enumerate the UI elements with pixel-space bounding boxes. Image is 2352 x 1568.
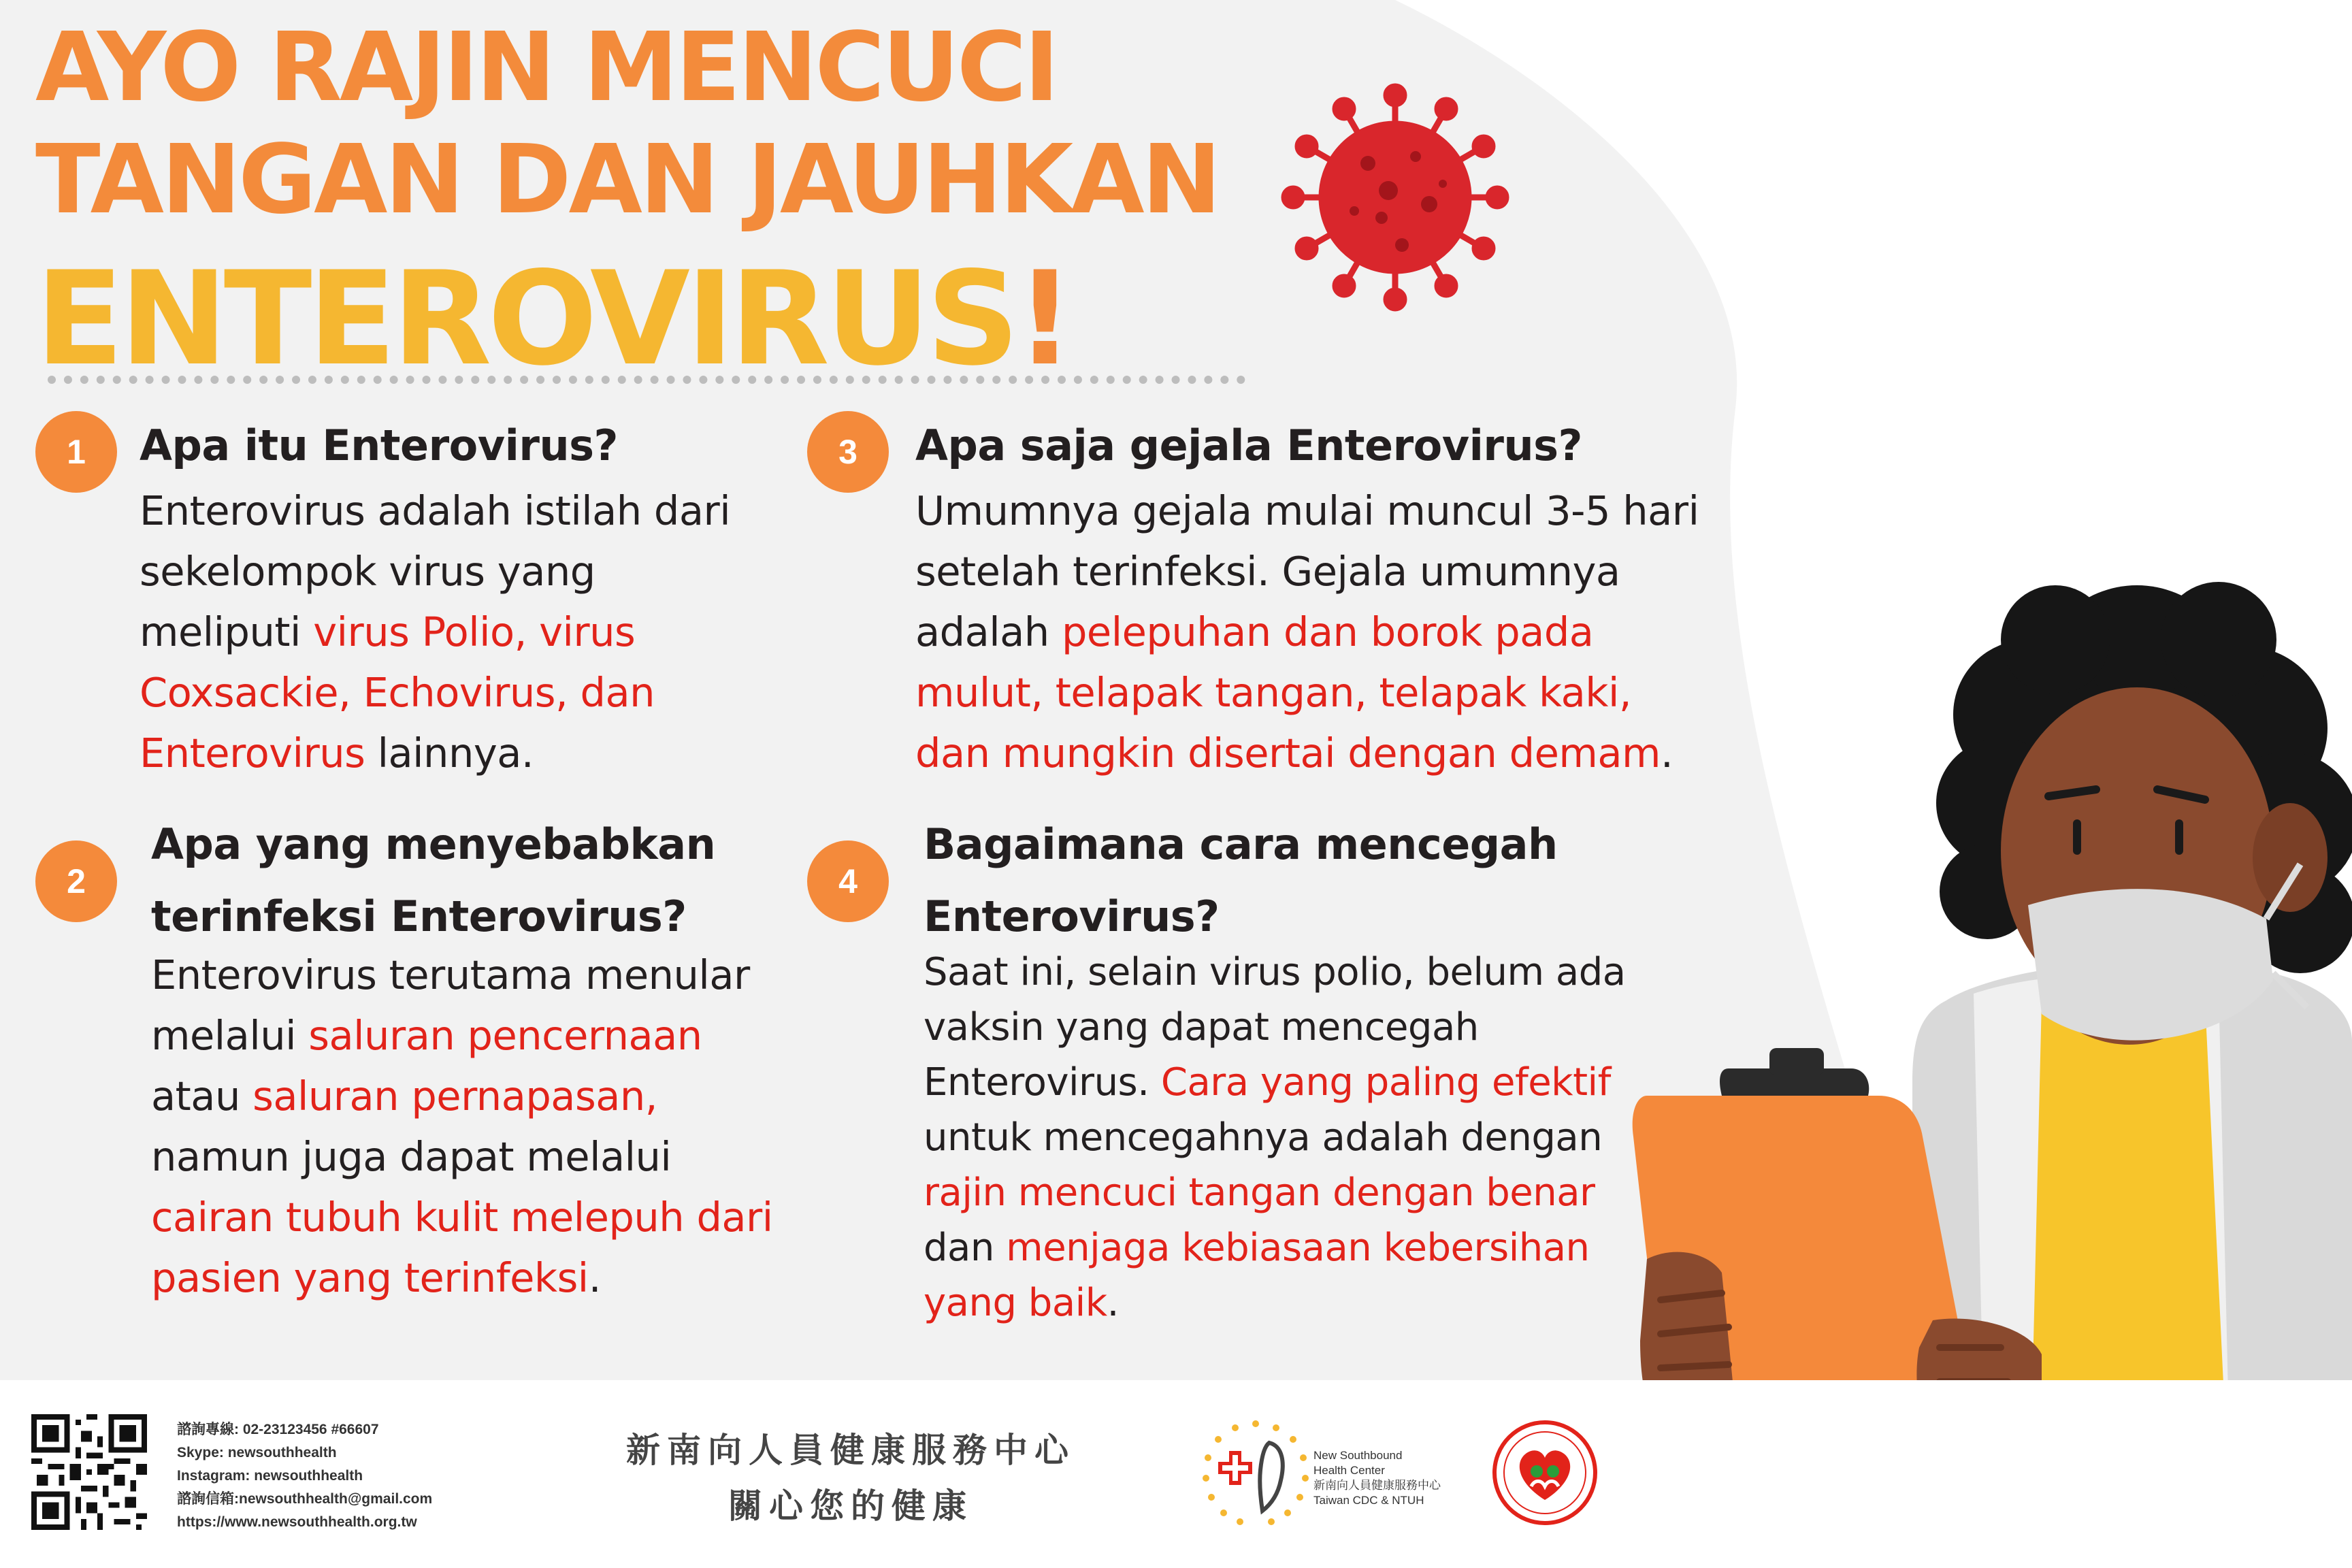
text-line bbox=[151, 1247, 773, 1308]
contact-instagram: Instagram: newsouthhealth bbox=[177, 1468, 363, 1484]
footer-center-title bbox=[490, 1422, 1211, 1534]
highlight-text: Coxsackie, Echovirus, dan bbox=[140, 669, 655, 716]
section-3-body bbox=[915, 480, 1699, 783]
highlight-text: menjaga kebiasaan kebersihan bbox=[1006, 1226, 1590, 1270]
logo-text-line: Health Center bbox=[1313, 1464, 1385, 1477]
text-line bbox=[924, 1275, 1626, 1330]
text-line bbox=[915, 723, 1699, 783]
highlight-text: mulut, telapak tangan, telapak kaki, bbox=[915, 669, 1632, 716]
highlight-text: dan mungkin disertai dengan demam bbox=[915, 730, 1661, 777]
text-span: . bbox=[1107, 1281, 1119, 1325]
highlight-text: yang baik bbox=[924, 1281, 1107, 1325]
logo-text-line: 新南向人員健康服務中心 bbox=[1313, 1479, 1441, 1492]
text-line bbox=[924, 1220, 1626, 1275]
text-span: . bbox=[588, 1254, 601, 1301]
text-line: vaksin yang dapat mencegah bbox=[924, 1005, 1479, 1049]
center-line-2: 關心您的健康 bbox=[728, 1486, 973, 1526]
text-line bbox=[924, 1055, 1626, 1110]
section-1-body bbox=[140, 480, 730, 783]
poster-title bbox=[35, 12, 1219, 394]
title-exclamation: ! bbox=[1015, 244, 1071, 394]
section-4-badge: 4 bbox=[807, 840, 889, 922]
text-line: setelah terinfeksi. Gejala umumnya bbox=[915, 548, 1620, 595]
contact-phone: 諮詢專線: 02-23123456 #66607 bbox=[177, 1422, 379, 1437]
title-line-1: AYO RAJIN MENCUCI bbox=[35, 12, 1057, 123]
contact-info bbox=[177, 1418, 432, 1534]
text-line bbox=[151, 1005, 773, 1066]
section-4-title bbox=[924, 808, 1558, 953]
section-2-title bbox=[151, 808, 715, 953]
text-span: Enterovirus. bbox=[924, 1060, 1161, 1105]
highlight-text: rajin mencuci tangan dengan benar bbox=[924, 1171, 1595, 1215]
contact-website[interactable]: https://www.newsouthhealth.org.tw bbox=[177, 1514, 417, 1530]
highlight-text: Cara yang paling efektif bbox=[1160, 1060, 1611, 1105]
text-line bbox=[151, 1066, 773, 1126]
section-3-badge: 3 bbox=[807, 411, 889, 493]
text-line: Umumnya gejala mulai muncul 3-5 hari bbox=[915, 487, 1699, 534]
text-line: untuk mencegahnya adalah dengan bbox=[924, 1115, 1603, 1160]
title-line: Apa yang menyebabkan bbox=[151, 819, 716, 869]
center-line-1: 新南向人員健康服務中心 bbox=[626, 1431, 1075, 1470]
text-span: atau bbox=[151, 1073, 253, 1120]
divider bbox=[48, 376, 1245, 392]
title-line-3 bbox=[35, 244, 1219, 394]
section-3-title: Apa saja gejala Enterovirus? bbox=[915, 421, 1582, 470]
text-line: Saat ini, selain virus polio, belum ada bbox=[924, 950, 1626, 994]
title-line: Enterovirus? bbox=[924, 892, 1220, 941]
section-2-body bbox=[151, 945, 773, 1308]
text-line: Enterovirus terutama menular bbox=[151, 951, 750, 998]
virus-icon bbox=[1266, 68, 1524, 327]
text-line bbox=[140, 723, 730, 783]
contact-email[interactable]: 諮詢信箱:newsouthhealth@gmail.com bbox=[177, 1491, 433, 1507]
section-1-badge: 1 bbox=[35, 411, 117, 493]
contact-skype: Skype: newsouthhealth bbox=[177, 1445, 337, 1460]
highlight-text: pasien yang terinfeksi bbox=[151, 1254, 589, 1301]
title-line-2: TANGAN DAN JAUHKAN bbox=[35, 125, 1219, 235]
section-1-title: Apa itu Enterovirus? bbox=[140, 421, 618, 470]
partner-logo-icon bbox=[1490, 1418, 1599, 1527]
highlight-text: Enterovirus bbox=[140, 730, 365, 777]
health-center-logo-text bbox=[1313, 1448, 1441, 1508]
text-span: lainnya. bbox=[365, 730, 534, 777]
text-span: dan bbox=[924, 1226, 1007, 1270]
text-span: meliputi bbox=[140, 608, 314, 655]
text-span: . bbox=[1661, 730, 1673, 777]
highlight-text: saluran pencernaan bbox=[308, 1012, 702, 1059]
section-4-body bbox=[924, 945, 1626, 1330]
title-enterovirus: ENTEROVIRUS bbox=[35, 244, 1016, 394]
text-span: adalah bbox=[915, 608, 1062, 655]
qr-code-icon[interactable] bbox=[31, 1414, 147, 1530]
highlight-text: virus Polio, virus bbox=[313, 608, 636, 655]
title-line: terinfeksi Enterovirus? bbox=[151, 892, 687, 941]
text-line bbox=[140, 602, 730, 662]
text-line: sekelompok virus yang bbox=[140, 548, 595, 595]
highlight-text: pelepuhan dan borok pada bbox=[1061, 608, 1594, 655]
logo-text-line: Taiwan CDC & NTUH bbox=[1313, 1494, 1424, 1507]
health-center-logo-icon bbox=[1198, 1416, 1313, 1531]
title-line: Bagaimana cara mencegah bbox=[924, 819, 1558, 869]
section-2-badge: 2 bbox=[35, 840, 117, 922]
text-span: melalui bbox=[151, 1012, 309, 1059]
logo-text-line: New Southbound bbox=[1313, 1449, 1403, 1462]
text-line: Enterovirus adalah istilah dari bbox=[140, 487, 731, 534]
highlight-text: saluran pernapasan, bbox=[252, 1073, 657, 1120]
text-line: namun juga dapat melalui bbox=[151, 1133, 672, 1180]
highlight-text: cairan tubuh kulit melepuh dari bbox=[151, 1194, 773, 1241]
text-line bbox=[915, 602, 1699, 662]
